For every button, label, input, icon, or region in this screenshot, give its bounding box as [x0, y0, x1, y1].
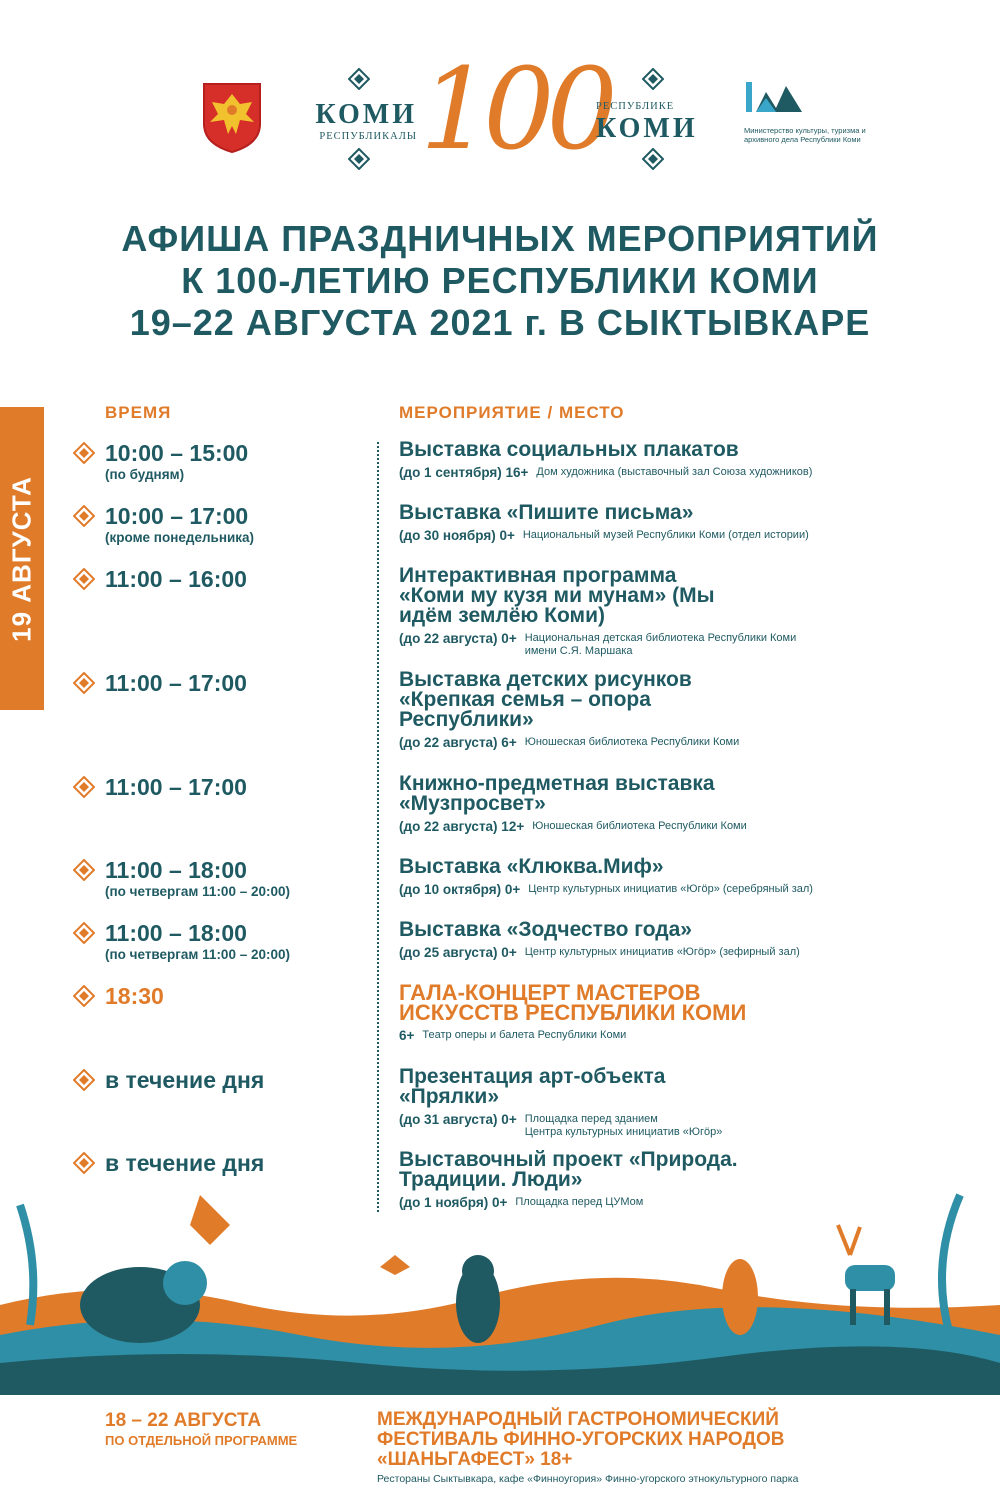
event-place: Дом художника (выставочный зал Союза художников): [536, 466, 813, 478]
komi-right-small: РЕСПУБЛИКЕ: [596, 101, 675, 112]
event-cell: [399, 920, 959, 961]
komi-republic-wordmark-left: [305, 100, 417, 144]
event-name: Книжно-предметная выставка «Музпросвет»: [399, 772, 715, 815]
event-time: [73, 983, 373, 1009]
date-tab: [0, 407, 44, 710]
ministry-name: Министерство культуры, туризма и архивного дела Республики Коми: [744, 126, 866, 144]
event-cell: [399, 440, 959, 481]
event-time-text: 11:00 – 17:00: [105, 670, 247, 696]
event-cell: [399, 857, 959, 898]
event-time-cell: [73, 1150, 373, 1176]
event-cell: [399, 670, 959, 751]
event-date-age: (до 22 августа) 6+: [399, 735, 517, 750]
event-cell: [399, 503, 959, 544]
event-time-text: в течение дня: [105, 1150, 265, 1176]
event-time-note: (по четвергам 11:00 – 20:00): [105, 947, 290, 962]
event-name: Выставка «Зодчество года»: [399, 918, 692, 941]
event-time: [73, 566, 373, 592]
event-time-text: 10:00 – 17:00: [105, 503, 249, 529]
event-meta: [399, 1027, 959, 1044]
event-name: Выставка детских рисунков «Крепкая семья – опора Республики»: [399, 668, 692, 731]
event-date-age: (до 31 августа) 0+: [399, 1112, 517, 1127]
ornament-icon: [642, 148, 664, 170]
event-date-age: (до 10 октября) 0+: [399, 882, 521, 897]
column-divider: [377, 442, 379, 1212]
footer-dates-block: [105, 1410, 365, 1450]
event-meta: [399, 464, 959, 481]
event-name: Выставочный проект «Природа. Традиции. Люди»: [399, 1148, 738, 1191]
event-date-age: (до 1 ноября) 0+: [399, 1195, 508, 1210]
komi-right-big: КОМИ: [596, 113, 698, 144]
event-meta: [399, 1111, 959, 1139]
event-time-note: (по будням): [105, 467, 185, 482]
title-line-3: 19–22 АВГУСТА 2021 г. В СЫКТЫВКАРЕ: [129, 302, 871, 343]
event-time-cell: [73, 440, 373, 484]
folk-animals-illustration: [0, 1185, 1000, 1395]
event-place: Национальный музей Республики Коми (отдел истории): [522, 529, 809, 541]
event-name: ГАЛА-КОНЦЕРТ МАСТЕРОВ ИСКУССТВ РЕСПУБЛИКИ КОМИ: [399, 980, 747, 1025]
event-cell: [399, 1067, 959, 1139]
event-time: [73, 503, 373, 529]
event-time: [73, 920, 373, 946]
footer-festival-title: МЕЖДУНАРОДНЫЙ ГАСТРОНОМИЧЕСКИЙ ФЕСТИВАЛЬ ФИННО-УГОРСКИХ НАРОДОВ «ШАНЬГАФЕСТ» 18+: [377, 1409, 785, 1470]
event-cell: [399, 774, 959, 835]
event-time-text: 18:30: [105, 983, 164, 1009]
event-meta: [399, 734, 959, 751]
column-header-event: МЕРОПРИЯТИЕ / МЕСТО: [399, 403, 625, 422]
event-date-age: (до 30 ноября) 0+: [399, 528, 515, 543]
event-place: Площадка перед ЦУМом: [515, 1196, 644, 1208]
event-place: Национальная детская библиотека Республики Коми имени С.Я. Маршака: [524, 632, 797, 657]
event-name: Интерактивная программа «Коми му кузя ми мунам» (Мы идём землёю Коми): [399, 564, 715, 627]
komi-left-small: РЕСПУБЛИКАЛЫ: [319, 131, 417, 142]
event-time-cell: [73, 1067, 373, 1093]
event-place: Юношеская библиотека Республики Коми: [524, 736, 740, 748]
event-time-text: 11:00 – 16:00: [105, 566, 247, 592]
event-time: [73, 1150, 373, 1176]
event-date-age: (до 22 августа) 0+: [399, 631, 517, 646]
event-time-cell: [73, 920, 373, 964]
anniversary-100: 100: [420, 45, 610, 175]
event-meta: [399, 527, 959, 544]
event-name: Выставка «Клюква.Миф»: [399, 855, 664, 878]
footer-program: ПО ОТДЕЛЬНОЙ ПРОГРАММЕ: [105, 1433, 298, 1448]
komi-republic-wordmark-right: [596, 100, 716, 144]
event-time: [73, 1067, 373, 1093]
event-name: Выставка «Пишите письма»: [399, 501, 694, 524]
event-date-age: 6+: [399, 1028, 415, 1043]
event-place: Центр культурных инициатив «Югӧр» (серебряный зал): [528, 883, 813, 895]
komi-coat-of-arms-icon: [200, 80, 264, 154]
footer-venues: Рестораны Сыктывкара, кафе «Финноугория» Финно-угорского этнокультурного парка: [377, 1473, 799, 1485]
event-place: Центр культурных инициатив «Югӧр» (зефирный зал): [524, 946, 800, 958]
event-place: Площадка перед зданием Центра культурных инициатив «Югӧр»: [524, 1113, 723, 1138]
event-time-text: в течение дня: [105, 1067, 265, 1093]
event-name: Презентация арт-объекта «Прялки»: [399, 1065, 666, 1108]
event-time-text: 10:00 – 15:00: [105, 440, 249, 466]
event-date-age: (до 1 сентября) 16+: [399, 465, 529, 480]
ministry-logo-icon: [744, 78, 806, 118]
ornament-icon: [642, 68, 664, 90]
event-name: Выставка социальных плакатов: [399, 438, 739, 461]
column-header-time: ВРЕМЯ: [105, 403, 172, 422]
footer-festival-block: [377, 1410, 977, 1485]
ornament-icon: [348, 68, 370, 90]
event-meta: [399, 818, 959, 835]
event-time-cell: [73, 566, 373, 592]
event-time-cell: [73, 983, 373, 1009]
event-time: [73, 774, 373, 800]
event-time-note: (кроме понедельника): [105, 530, 255, 545]
event-cell: [399, 980, 959, 1044]
event-time-text: 11:00 – 17:00: [105, 774, 247, 800]
event-meta: [399, 881, 959, 898]
event-meta: [399, 944, 959, 961]
event-time-note: (по четвергам 11:00 – 20:00): [105, 884, 290, 899]
event-time: [73, 670, 373, 696]
event-cell: [399, 566, 959, 658]
page-title: [40, 218, 960, 344]
footer-dates: 18 – 22 АВГУСТА: [105, 1410, 262, 1431]
event-time-text: 11:00 – 18:00: [105, 857, 247, 883]
date-tab-label: 19 АВГУСТА: [6, 475, 37, 642]
event-time-cell: [73, 774, 373, 800]
event-time-cell: [73, 670, 373, 696]
event-time: [73, 857, 373, 883]
event-place: Театр оперы и балета Республики Коми: [422, 1029, 627, 1041]
komi-left-big: КОМИ: [315, 99, 417, 130]
title-line-1: АФИША ПРАЗДНИЧНЫХ МЕРОПРИЯТИЙ: [121, 218, 879, 259]
event-time-text: 11:00 – 18:00: [105, 920, 247, 946]
event-time-cell: [73, 857, 373, 901]
ornament-icon: [348, 148, 370, 170]
event-time: [73, 440, 373, 466]
event-meta: [399, 630, 959, 658]
event-place: Юношеская библиотека Республики Коми: [532, 820, 747, 832]
event-time-cell: [73, 503, 373, 547]
event-date-age: (до 22 августа) 12+: [399, 819, 525, 834]
title-line-2: К 100-ЛЕТИЮ РЕСПУБЛИКИ КОМИ: [181, 260, 819, 301]
event-date-age: (до 25 августа) 0+: [399, 945, 517, 960]
